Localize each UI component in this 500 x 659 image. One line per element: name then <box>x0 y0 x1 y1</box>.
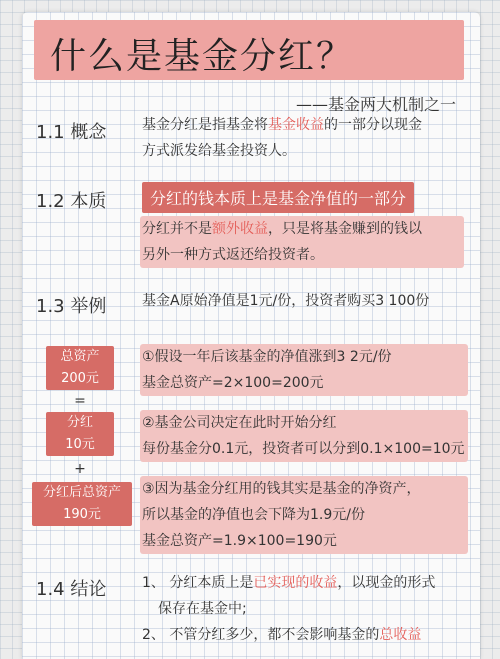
section-essence-label: 1.2 本质 <box>36 191 107 212</box>
note-page <box>22 12 480 659</box>
post-dividend-assets-box: 分红后总资产 190元 <box>32 482 132 526</box>
equals-sign: = <box>74 393 86 409</box>
step1-text: ①假设一年后该基金的净值涨到3 2元/份 基金总资产=2×100=200元 <box>142 349 392 391</box>
section-example-label: 1.3 举例 <box>36 296 107 317</box>
essence-highlight: 额外收益 <box>212 221 268 237</box>
total-assets-box: 总资产 200元 <box>46 346 114 390</box>
concept-text: 基金分红是指基金将基金收益的一部分以现金 方式派发给基金投资人。 <box>142 117 422 159</box>
conclusion-highlight-1: 已实现的收益 <box>253 575 338 591</box>
essence-banner: 分红的钱本质上是基金净值的一部分 <box>142 182 414 213</box>
section-conclusion-label: 1.4 结论 <box>36 579 107 600</box>
plus-sign: + <box>74 461 86 477</box>
dividend-box: 分红 10元 <box>46 412 114 456</box>
step2-text: ②基金公司决定在此时开始分红 每份基金分0.1元，投资者可以分到0.1×100=10元 <box>142 415 465 457</box>
conclusion-highlight-2: 总收益 <box>379 627 422 643</box>
page-title: 什么是基金分红？ <box>50 36 355 77</box>
step3-text: ③因为基金分红用的钱其实是基金的净资产， 所以基金的净值也会下降为1.9元/份 基金总资产=1.9×100=190元 <box>142 481 421 549</box>
example-intro: 基金A原始净值是1元/份，投资者购买3 100份 <box>142 293 430 309</box>
section-concept-label: 1.1 概念 <box>36 122 107 143</box>
concept-highlight: 基金收益 <box>268 117 324 133</box>
essence-text: 分红并不是额外收益，只是将基金赚到的钱以 另外一种方式返还给投资者。 <box>142 221 422 263</box>
page-subtitle: ——基金两大机制之一 <box>295 95 456 114</box>
conclusion-text: 1、 分红本质上是已实现的收益，以现金的形式 保存在基金中; 2、 不管分红多少，都不会影响基金的总收益 <box>142 575 436 643</box>
